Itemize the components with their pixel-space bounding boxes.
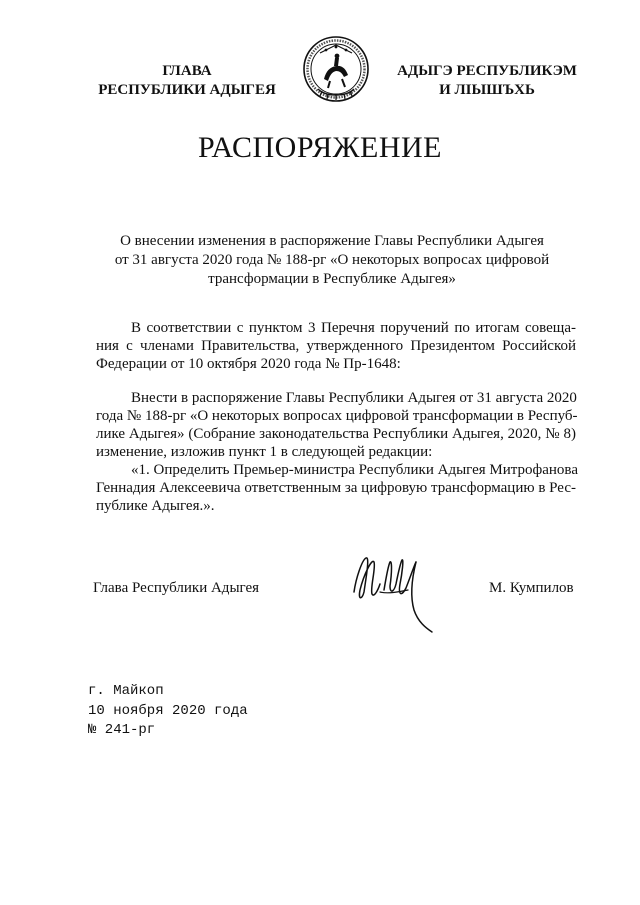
footer-date: 10 ноября 2020 года [88, 703, 248, 719]
header-left-line1: ГЛАВА [162, 63, 212, 79]
header-right [394, 62, 580, 100]
paragraph2-line-4: изменение, изложив пункт 1 в следующей редакции: [96, 444, 433, 460]
subject-line-3: трансформации в Республике Адыгея» [208, 271, 456, 287]
paragraph3-line-2: Геннадия Алексеевича ответственным за цифровую трансформацию в Рес- [96, 480, 576, 496]
paragraph3-line-1: «1. Определить Премьер-министра Республики Адыгея Митрофанова [131, 462, 578, 478]
paragraph1-line-1: В соответствии с пунктом 3 Перечня поручений по итогам совеща- [131, 320, 576, 336]
footer-number: № 241-рг [88, 722, 156, 738]
paragraph2-line-2: года № 188-рг «О некоторых вопросах цифровой трансформации в Респуб- [96, 408, 578, 424]
paragraph1-line-3: Федерации от 10 октября 2020 года № Пр-1648: [96, 356, 401, 372]
document-title: РАСПОРЯЖЕНИЕ [197, 131, 443, 164]
signatory-position: Глава Республики Адыгея [93, 580, 260, 596]
subject-line-1: О внесении изменения в распоряжение Главы Республики Адыгея [120, 233, 544, 249]
header-right-line2: И ЛІЫШЪХЬ [439, 82, 535, 98]
header-right-line1: АДЫГЭ РЕСПУБЛИКЭМ [397, 63, 577, 79]
subject-line-2: от 31 августа 2020 года № 188-рг «О некоторых вопросах цифровой [114, 252, 550, 268]
paragraph3-line-3: публике Адыгея.». [96, 498, 215, 514]
handwritten-signature-icon [340, 548, 450, 638]
adygea-coat-of-arms-icon [290, 33, 382, 105]
paragraph2-line-3: лике Адыгея» (Собрание законодательства Республики Адыгея, 2020, № 8) [96, 426, 576, 442]
paragraph2-line-1: Внести в распоряжение Главы Республики Адыгея от 31 августа 2020 [131, 390, 577, 406]
signatory-name: М. Кумпилов [489, 580, 574, 596]
header-left [92, 62, 282, 100]
header-left-line2: РЕСПУБЛИКИ АДЫГЕЯ [98, 82, 276, 98]
footer-city: г. Майкоп [88, 683, 164, 699]
paragraph1-line-2: ния с членами Правительства, утвержденного Президентом Российской [96, 338, 576, 354]
